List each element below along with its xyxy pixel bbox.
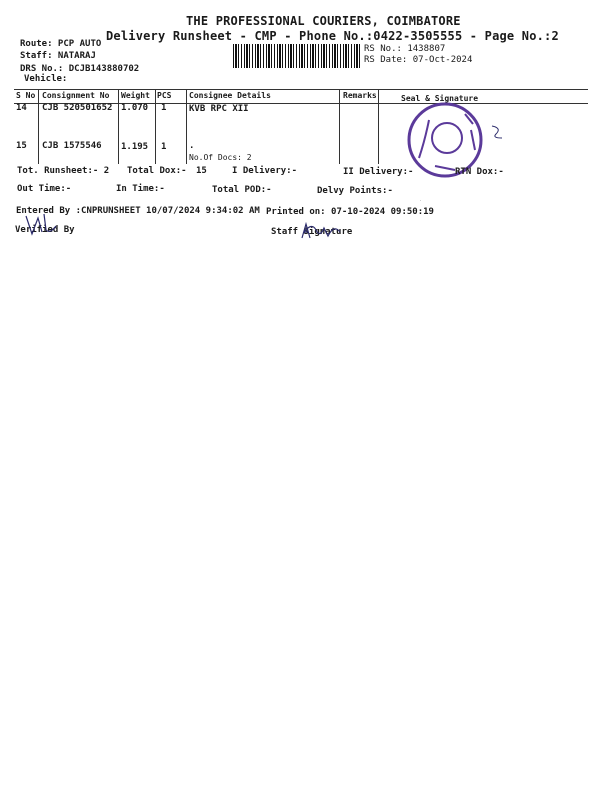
runsheet-subtitle: Delivery Runsheet - CMP - Phone No.:0422-3505555 - Page No.:2	[106, 29, 559, 43]
ii-delivery: II Delivery:-	[343, 167, 414, 177]
row2-weight: 1.195	[121, 142, 149, 152]
entered-by: Entered By :CNPRUNSHEET 10/07/2024 9:34:02 AM	[16, 206, 260, 216]
verified-by: Verified By	[15, 225, 75, 235]
col-divider	[38, 89, 39, 164]
tot-runsheet: Tot. Runsheet:- 2	[17, 166, 110, 176]
stamp-text	[420, 200, 421, 201]
header-pcs: PCS	[157, 91, 172, 100]
i-delivery: I Delivery:-	[232, 166, 298, 176]
row2-pcs: 1	[161, 142, 167, 152]
row2-doc-count: No.Of Docs: 2	[189, 153, 252, 162]
row2-sno: 15	[16, 141, 27, 151]
row1-sno: 14	[16, 103, 27, 113]
vehicle-label: Vehicle:	[24, 74, 68, 84]
col-divider	[118, 89, 119, 164]
rs-date: RS Date: 07-Oct-2024	[364, 55, 473, 65]
verifier-signature	[22, 212, 62, 238]
staff-signature: Staff Signature	[271, 227, 353, 237]
header-seal-signature: Seal & Signature	[401, 94, 479, 103]
rs-number: RS No.: 1438807	[364, 44, 446, 54]
total-dox-value: 15	[196, 166, 207, 176]
scribble-mark	[488, 122, 508, 142]
staff-label: Staff: NATARAJ	[20, 51, 96, 61]
table-top-border	[14, 89, 588, 90]
col-divider	[155, 89, 156, 164]
row1-weight: 1.070	[121, 103, 149, 113]
header-remarks: Remarks	[343, 91, 377, 100]
row2-consignment: CJB 1575546	[42, 141, 102, 151]
route-label: Route: PCP AUTO	[20, 39, 102, 49]
header-weight: Weight	[121, 91, 150, 100]
in-time: In Time:-	[116, 184, 165, 194]
staff-handwritten-signature	[298, 220, 346, 242]
row1-pcs: 1	[161, 103, 167, 113]
barcode	[233, 44, 360, 68]
col-divider	[186, 89, 187, 164]
printed-on: Printed on: 07-10-2024 09:50:19	[266, 207, 434, 217]
header-sno: S No	[16, 91, 36, 100]
row2-consignee: .	[189, 141, 195, 151]
header-consignee-details: Consignee Details	[189, 91, 271, 100]
col-divider	[339, 89, 340, 164]
row1-consignee: KVB RPC XII	[189, 104, 249, 114]
total-dox: Total Dox:-	[127, 166, 187, 176]
rtn-dox: RTN Dox:-	[455, 167, 504, 177]
total-pod: Total POD:-	[212, 185, 272, 195]
row1-consignment: CJB 520501652	[42, 103, 113, 113]
company-title: THE PROFESSIONAL COURIERS, COIMBATORE	[186, 14, 461, 28]
delvy-points: Delvy Points:-	[317, 186, 393, 196]
out-time: Out Time:-	[17, 184, 72, 194]
drs-number: DRS No.: DCJB143880702	[20, 64, 140, 74]
col-divider	[378, 89, 379, 164]
header-consignment-no: Consignment No	[42, 91, 110, 100]
